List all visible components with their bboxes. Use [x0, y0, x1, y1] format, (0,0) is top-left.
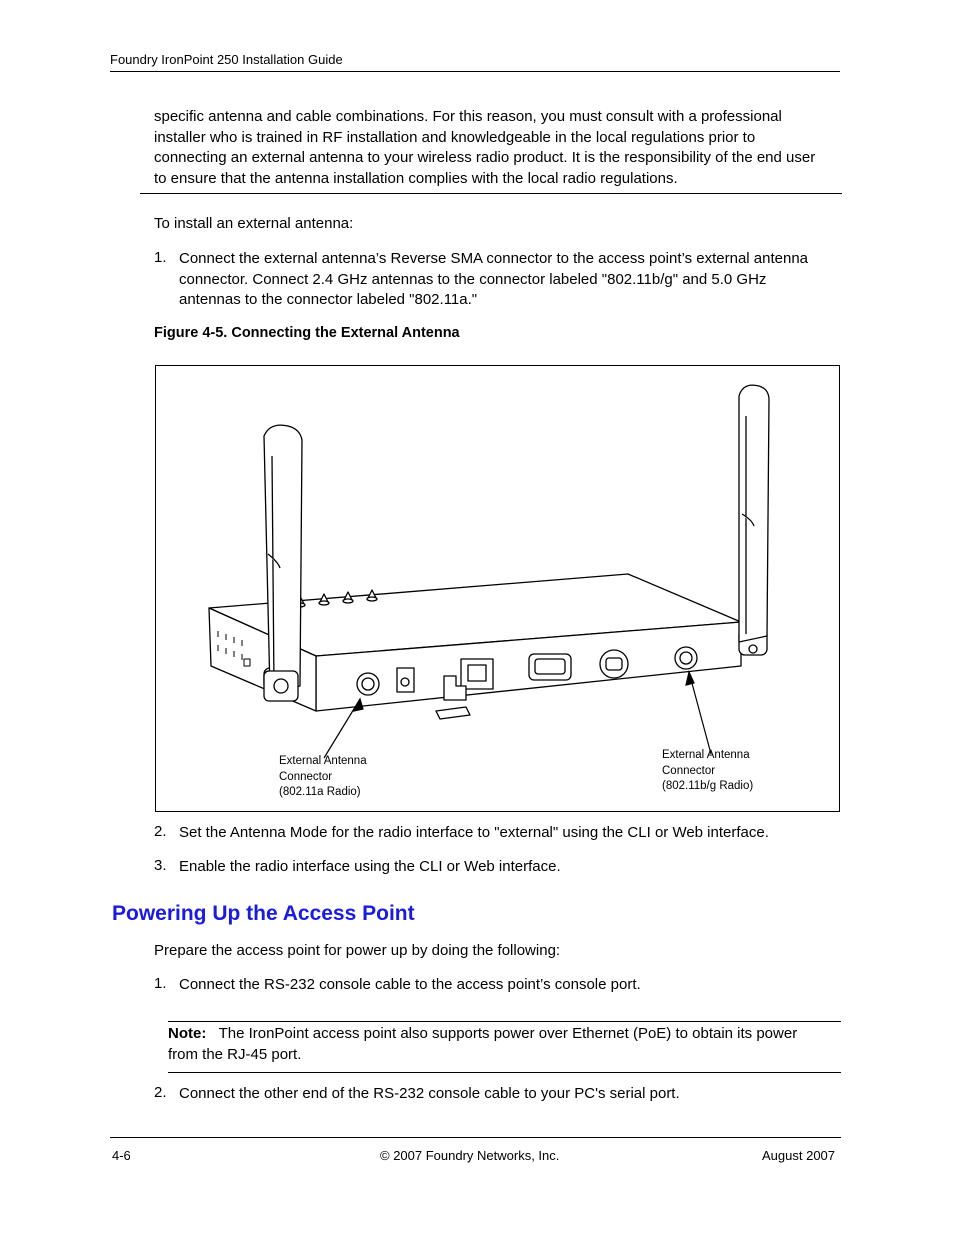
- step-text: Connect the RS-232 console cable to the access point’s console port.: [179, 976, 641, 993]
- callout-line: Connector: [279, 770, 333, 783]
- intro-paragraph: [154, 107, 815, 189]
- antenna-right: [739, 385, 769, 642]
- callout-line: (802.11a Radio): [279, 786, 361, 798]
- step-text: [179, 249, 808, 311]
- section-intro: Prepare the access point for power up by doing the following:: [154, 942, 561, 959]
- step-number: 1.: [154, 975, 167, 992]
- note-top-rule: [168, 1021, 841, 1022]
- step-text: Connect the other end of the RS-232 console cable to your PC's serial port.: [179, 1085, 680, 1102]
- step-number: 2.: [154, 823, 167, 840]
- note-bottom-rule: [168, 1072, 841, 1073]
- intro-line: connecting an external antenna to your wireless radio product. It is the responsibility of the end user: [154, 149, 816, 166]
- antenna-left: [264, 425, 302, 692]
- note-line: from the RJ-45 port.: [168, 1045, 302, 1063]
- callout-left: [279, 754, 367, 801]
- step-number: 2.: [154, 1084, 167, 1101]
- intro-line: installer who is trained in RF installation and knowledgeable in the local regulations prior to: [154, 128, 756, 146]
- access-point-illustration: [156, 366, 838, 810]
- page-number: 4-6: [112, 1148, 131, 1163]
- step-number: 3.: [154, 857, 167, 874]
- callout-line: External Antenna: [662, 749, 750, 761]
- install-intro: To install an external antenna:: [154, 215, 354, 232]
- step-number: 1.: [154, 249, 167, 266]
- step-text: Enable the radio interface using the CLI or Web interface.: [179, 858, 561, 875]
- figure-frame: [155, 365, 840, 812]
- header-rule: [110, 71, 840, 72]
- publish-date: August 2007: [762, 1148, 836, 1163]
- running-header: Foundry IronPoint 250 Installation Guide: [110, 52, 343, 67]
- copyright: © 2007 Foundry Networks, Inc.: [380, 1148, 560, 1163]
- step-line: Connect the external antenna’s Reverse SMA connector to the access point’s external antenna: [179, 250, 809, 267]
- callout-line: External Antenna: [279, 755, 367, 767]
- section-heading: Powering Up the Access Point: [112, 902, 415, 925]
- step-text: Set the Antenna Mode for the radio interface to "external" using the CLI or Web interface.: [179, 824, 769, 841]
- figure-caption: Figure 4-5. Connecting the External Antenna: [154, 325, 460, 341]
- step-line: antennas to the connector labeled "802.11a.": [179, 291, 478, 308]
- intro-line: to ensure that the antenna installation complies with the local radio regulations.: [154, 169, 678, 187]
- callout-right: [662, 748, 753, 795]
- note-label: Note:: [168, 1025, 207, 1042]
- note-line: The IronPoint access point also supports power over Ethernet (PoE) to obtain its power: [218, 1025, 798, 1042]
- footer-rule: [110, 1137, 841, 1138]
- caution-end-rule: [140, 193, 842, 194]
- callout-line: Connector: [662, 764, 716, 777]
- intro-line: specific antenna and cable combinations. For this reason, you must consult with a professional: [154, 108, 782, 125]
- step-line: connector. Connect 2.4 GHz antennas to the connector labeled "802.11b/g" and 5.0 GHz: [179, 270, 767, 288]
- note-block: [168, 1024, 840, 1065]
- callout-leader-right: [689, 672, 711, 754]
- callout-line: (802.11b/g Radio): [662, 780, 754, 792]
